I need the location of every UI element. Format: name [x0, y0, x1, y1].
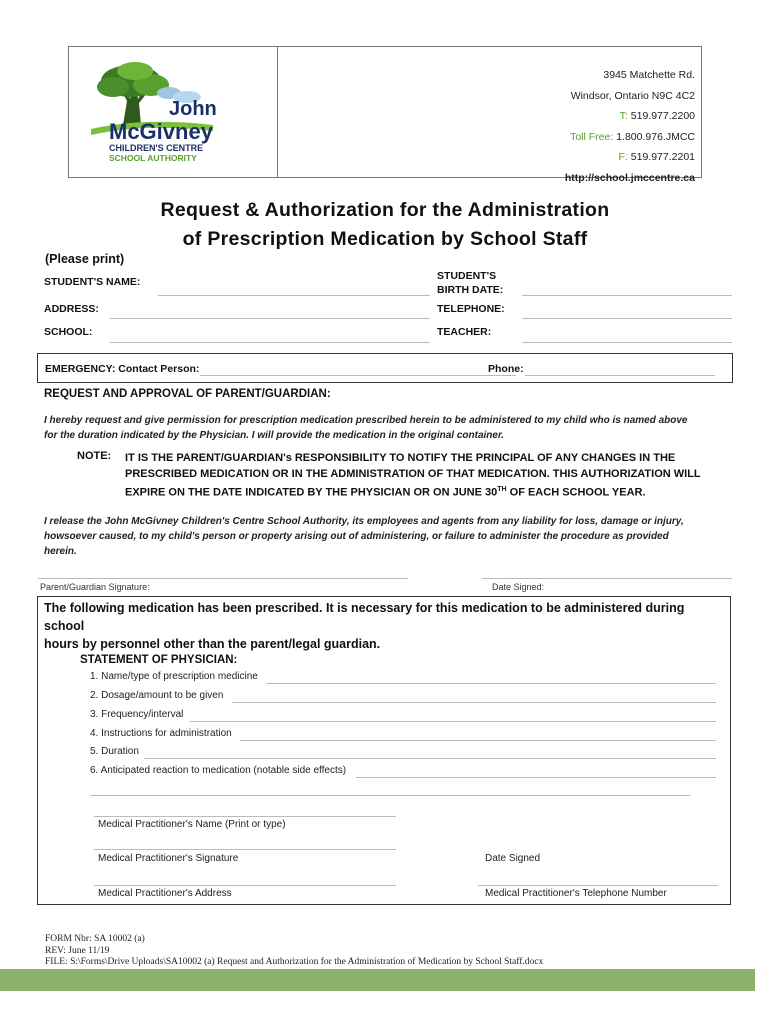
- svg-text:SCHOOL AUTHORITY: SCHOOL AUTHORITY: [109, 153, 197, 163]
- form-title-line-1: Request & Authorization for the Administration: [160, 199, 610, 221]
- svg-text:John: John: [169, 98, 217, 120]
- tollfree-number: 1.800.976.JMCC: [616, 130, 695, 143]
- parent-signature-field[interactable]: [38, 578, 408, 579]
- medication-heading: [44, 599, 724, 653]
- birth-date-label: [437, 269, 503, 297]
- parent-section-heading: REQUEST AND APPROVAL OF PARENT/GUARDIAN:: [44, 388, 331, 400]
- note-text: [125, 450, 735, 501]
- note-line-3b: OF EACH SCHOOL YEAR.: [506, 486, 646, 499]
- emergency-contact-box: [37, 353, 733, 383]
- medication-item-reactions: 6. Anticipated reaction to medication (notable side effects): [90, 765, 347, 776]
- physician-statement-heading: STATEMENT OF PHYSICIAN:: [80, 654, 238, 666]
- permission-paragraph: [44, 413, 688, 443]
- medication-item-frequency: 3. Frequency/interval: [90, 709, 184, 720]
- practitioner-signature-field[interactable]: [94, 849, 396, 850]
- parent-signature-label: Parent/Guardian Signature:: [40, 582, 150, 592]
- dosage-field[interactable]: [232, 702, 716, 703]
- release-line-1: I release the John McGivney Children's Centre School Authority, its employees and agents from any liability for loss, damage or injury,: [44, 516, 684, 527]
- practitioner-signature-label: Medical Practitioner's Signature: [98, 853, 239, 864]
- release-paragraph: [44, 514, 684, 559]
- fax-prefix: F:: [618, 151, 628, 163]
- address-label: ADDRESS:: [44, 303, 99, 315]
- medication-item-name: 1. Name/type of prescription medicine: [90, 671, 258, 682]
- instructions-field[interactable]: [240, 740, 716, 741]
- release-line-3: herein.: [44, 546, 77, 557]
- letterhead: [68, 46, 702, 184]
- student-name-field[interactable]: [158, 295, 430, 296]
- fax-number: 519.977.2201: [630, 151, 695, 163]
- medication-item-dosage: 2. Dosage/amount to be given: [90, 690, 224, 701]
- emergency-phone-label: Phone:: [488, 363, 524, 375]
- birth-date-field[interactable]: [522, 295, 732, 296]
- practitioner-date-label: Date Signed: [485, 853, 541, 864]
- medication-item-duration: 5. Duration: [90, 746, 139, 757]
- birth-date-label-2: BIRTH DATE:: [437, 284, 504, 296]
- tel-number: 519.977.2200: [630, 110, 695, 122]
- teacher-field[interactable]: [522, 342, 732, 343]
- reactions-extra-field[interactable]: [90, 795, 690, 796]
- form-title-line-2: of Prescription Medication by School Staff: [182, 228, 588, 250]
- fax-line: [565, 147, 695, 168]
- practitioner-phone-label: Medical Practitioner's Telephone Number: [485, 888, 667, 899]
- note-line-3a: EXPIRE ON THE DATE INDICATED BY THE PHYSICIAN OR ON JUNE 30: [125, 486, 498, 499]
- note-line-1: IT IS THE PARENT/GUARDIAN's RESPONSIBILITY TO NOTIFY THE PRINCIPAL OF ANY CHANGES IN THE: [125, 452, 676, 464]
- footer-color-bar: [0, 969, 755, 991]
- telephone-field[interactable]: [522, 318, 732, 319]
- svg-text:McGivney: McGivney: [109, 119, 213, 144]
- school-field[interactable]: [110, 342, 430, 343]
- address-line-1: 3945 Matchette Rd.: [603, 69, 695, 81]
- note-superscript: TH: [497, 486, 507, 493]
- emergency-contact-label: EMERGENCY: Contact Person:: [45, 363, 200, 375]
- parent-date-label: Date Signed:: [492, 582, 545, 592]
- school-label: SCHOOL:: [44, 326, 93, 338]
- permission-line-2: for the duration indicated by the Physician. I will provide the medication in the original container.: [44, 430, 505, 441]
- tollfree-prefix: Toll Free:: [570, 130, 614, 143]
- file-path: FILE: S:\Forms\Drive Uploads\SA10002 (a) Request and Authorization for the Administration of Medication by School Staff.docx: [45, 957, 544, 967]
- medication-name-field[interactable]: [266, 683, 716, 684]
- practitioner-phone-field[interactable]: [478, 885, 718, 886]
- please-print-note: (Please print): [45, 252, 125, 266]
- teacher-label: TEACHER:: [437, 326, 492, 338]
- emergency-contact-field[interactable]: [200, 375, 516, 376]
- release-line-2: howsoever caused, to my child's person or property arising out of administering, or failure to administer the procedure as provided: [44, 531, 669, 542]
- practitioner-address-field[interactable]: [94, 885, 396, 886]
- svg-text:CHILDREN'S CENTRE: CHILDREN'S CENTRE: [109, 143, 204, 153]
- note-line-3: [125, 482, 735, 501]
- form-number: FORM Nbr: SA 10002 (a): [45, 934, 145, 944]
- address-field[interactable]: [110, 318, 430, 319]
- telephone-line: [565, 106, 695, 127]
- medication-heading-line-1: The following medication has been prescribed. It is necessary for this medication to be administered during school: [44, 601, 685, 633]
- telephone-label: TELEPHONE:: [437, 303, 505, 315]
- contact-info: [565, 65, 695, 188]
- frequency-field[interactable]: [190, 721, 716, 722]
- practitioner-name-field[interactable]: [94, 816, 396, 817]
- form-title: [0, 196, 770, 254]
- parent-date-field[interactable]: [482, 578, 732, 579]
- website-link[interactable]: http://school.jmccentre.ca: [564, 171, 695, 184]
- medication-item-instructions: 4. Instructions for administration: [90, 728, 232, 739]
- practitioner-name-label: Medical Practitioner's Name (Print or type): [98, 819, 286, 830]
- note-line-2: PRESCRIBED MEDICATION OR IN THE ADMINISTRATION OF THAT MEDICATION. THIS AUTHORIZATION WILL: [125, 468, 701, 480]
- header-divider: [277, 47, 278, 177]
- medication-box: [37, 596, 731, 905]
- reactions-field[interactable]: [356, 777, 716, 778]
- practitioner-address-label: Medical Practitioner's Address: [98, 888, 232, 899]
- birth-date-label-1: STUDENT'S: [437, 270, 497, 282]
- form-footer: [45, 934, 543, 969]
- address-line-2: Windsor, Ontario N9C 4C2: [570, 89, 695, 102]
- duration-field[interactable]: [144, 758, 716, 759]
- medication-heading-line-2: hours by personnel other than the parent/legal guardian.: [44, 637, 381, 651]
- permission-line-1: I hereby request and give permission for prescription medication prescribed herein to be administered to my child who is named above: [44, 415, 688, 426]
- note-label: NOTE:: [77, 450, 112, 462]
- revision: REV: June 11/19: [45, 945, 110, 956]
- tel-prefix: T:: [619, 110, 628, 122]
- student-name-label: STUDENT'S NAME:: [44, 276, 141, 288]
- school-logo: [83, 53, 267, 171]
- tollfree-line: [565, 127, 695, 148]
- emergency-phone-field[interactable]: [525, 375, 715, 376]
